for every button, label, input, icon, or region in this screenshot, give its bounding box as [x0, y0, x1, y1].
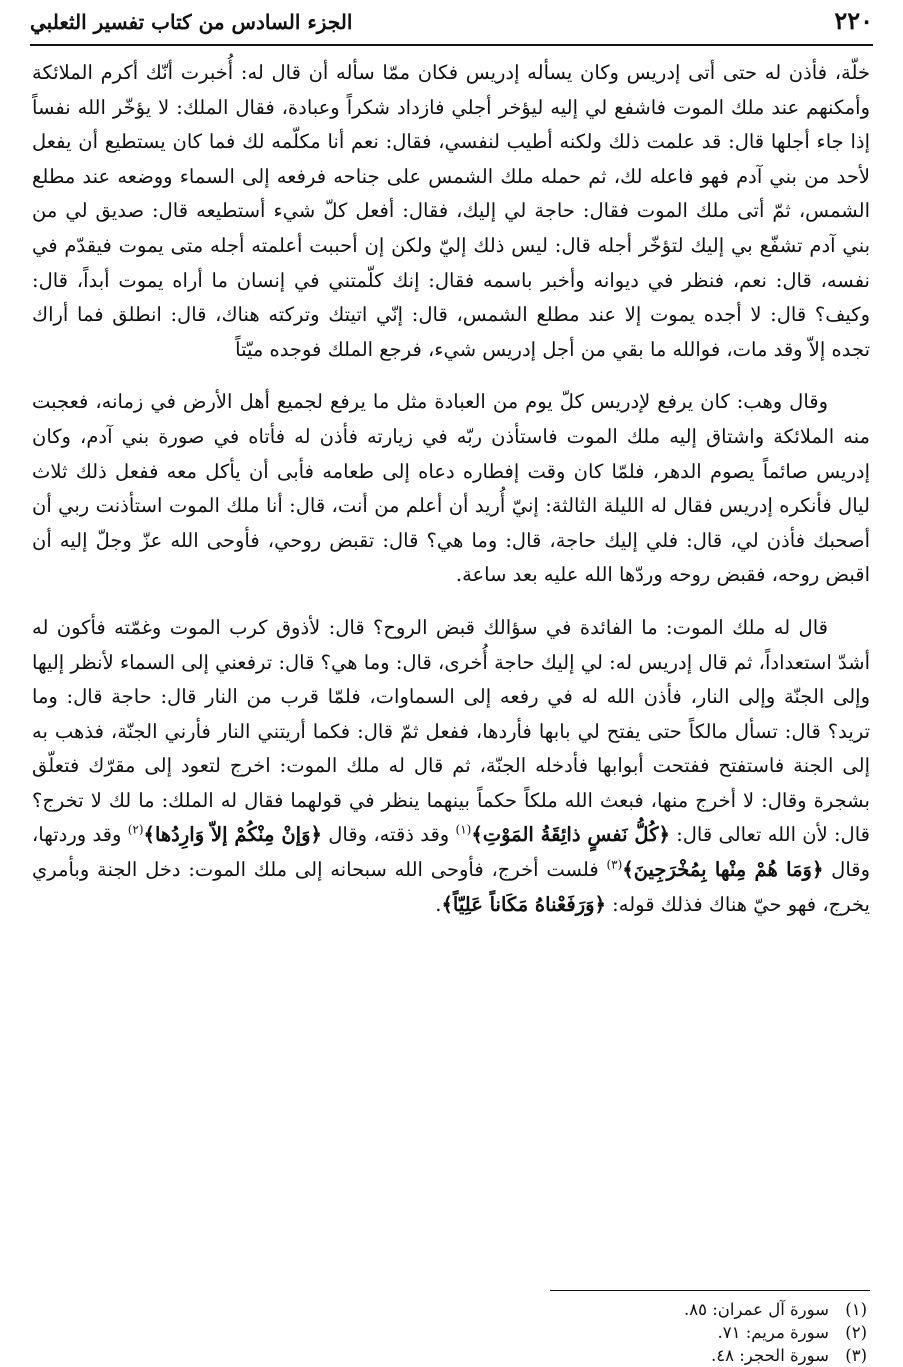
paragraph-3-text-d: فلست أخرج، فأوحى الله سبحانه إلى ملك الموت: دخل الجنة وبأمري يخرج، فهو حيّ هناك فذلك قوله:: [32, 858, 870, 916]
footnote-ref-1: (١): [455, 822, 472, 837]
paragraph-3-end: .: [435, 892, 442, 916]
footnote-text: سورة آل عمران: ٨٥.: [683, 1300, 829, 1319]
footnote-2: [347, 1321, 867, 1344]
page-number: ٢٢٠: [834, 6, 873, 35]
main-text: [32, 56, 870, 940]
running-title: الجزء السادس من كتاب تفسير الثعلبي: [30, 10, 353, 34]
quran-verse-3: ﴿وَمَا هُمْ مِنْها بِمُخْرَجِينَ﴾: [622, 858, 824, 882]
paragraph-3-text-c: وقد وردتها، وقال: [32, 823, 871, 882]
footnote-number: (٣): [845, 1346, 867, 1365]
footnote-ref-2: (٢): [127, 822, 144, 837]
footnote-1: [347, 1298, 867, 1321]
quran-verse-1: ﴿كُلُّ نَفسٍ ذائِقَةُ المَوْتِ﴾: [471, 823, 670, 847]
footnote-number: (١): [845, 1300, 867, 1319]
paragraph-1: خلّة، فأذن له حتى أتى إدريس وكان يسأله إدريس فكان ممّا سأله أن قال له: أُخبرت أنّك أكرم الملائكة وأمكنهم عند ملك الموت فاشفع لي إليه ليؤخر أجلي فازداد شكراً وعبادة، فقال الملك: لا يؤخّر الله نفساً إذا جاء أجلها قال: قد علمت ذلك ولكنه أطيب لنفسي، فقال: نعم أنا مكلّمه لك فما كان يستطيع أن يفعل لأحد من بني آدم فهو فاعله لك، ثم حمله ملك الشمس على جناحه فرفعه إلى السماء ووضعه عند مطلع الشمس، ثمّ أتى ملك الموت فقال: حاجة لي إليك، فقال: أفعل كلّ شيء أستطيعه قال: صديق لي من بني آدم تشفّع بي إليك لتؤخّر أجله قال: ليس ذلك إليّ ولكن إن أحببت أعلمته أجله متى يموت فيقدّم في نفسه، قال: نعم، فنظر في ديوانه وأخبر باسمه فقال: إنك كلّمتني في إنسان ما أراه يموت أبداً، قال: وكيف؟ قال: لا أجده يموت إلا عند مطلع الشمس، قال: إنّي اتيتك وتركته هناك، قال: انطلق فما أراك تجده إلاّ وقد مات، فوالله ما بقي من أجل إدريس شيء، فرجع الملك فوجده ميّتاً: [32, 61, 870, 361]
footnote-ref-3: (٣): [606, 857, 623, 872]
paragraph-3-text-b: وقد ذقته، وقال: [328, 823, 450, 847]
header-rule: [30, 44, 873, 46]
footnote-rule: [550, 1290, 870, 1291]
footnote-number: (٢): [845, 1323, 867, 1342]
footnote-text: سورة الحجر: ٤٨.: [710, 1346, 829, 1365]
quran-verse-4: ﴿وَرَفَعْناهُ مَكَاناً عَلِيّاً﴾: [441, 892, 606, 916]
paragraph-3: [32, 611, 870, 922]
quran-verse-2: ﴿وَإنْ مِنْكُمْ إلاّ وَارِدُها﴾: [143, 823, 322, 847]
footnote-3: [347, 1344, 867, 1367]
paragraph-3-text-a: قال له ملك الموت: ما الفائدة في سؤالك قبض الروح؟ قال: لأذوق كرب الموت وغمّته فأكون له أشدّ استعداداً، ثم قال إدريس له: لي إليك حاجة أُخرى، قال: وما هي؟ قال: ترفعني إلى السماء لأنظر إليها وإلى الجنّة وإلى النار، فأذن الله له في رفعه إلى السماوات، فلمّا قرب من النار قال: حاجة قال: وما تريد؟ قال: تسأل مالكاً حتى يفتح لي بابها فأردها، ففعل ثمّ قال: فكما أريتني النار فأرني الجنّة، فذهب به إلى الجنة فاستفتح ففتحت أبوابها فأدخله الجنّة، ثم قال له ملك الموت: اخرج لتعود إلى مقرّك فتعلّق بشجرة وقال: لا أخرج منها، فبعث الله ملكاً حكماً بينهما ينظر في قولهما فقال له الملك: ما لك لا تخرج؟ قال: لأن الله تعالى قال:: [32, 615, 871, 847]
page-header: [30, 6, 873, 40]
paragraph-2: وقال وهب: كان يرفع لإدريس كلّ يوم من العبادة مثل ما يرفع لجميع أهل الأرض في زمانه، فعجبت منه الملائكة واشتاق إليه ملك الموت فاستأذن ربّه في زيارته فأذن له فأتاه في صورة بني آدم، وكان إدريس صائماً يصوم الدهر، فلمّا كان وقت إفطاره دعاه إلى طعامه فأبى أن يأكل معه ففعل ذلك ثلاث ليال فأنكره إدريس فقال له الليلة الثالثة: إنيّ أُريد أن أعلم من أنت، قال: أنا ملك الموت استأذنت ربي أن أصحبك فأذن لي، قال: فلي إليك حاجة، قال: وما هي؟ قال: تقبض روحي، فأوحى الله عزّ وجلّ إليه أن اقبض روحه، فقبض روحه وردّها الله عليه بعد ساعة.: [32, 390, 870, 587]
footnote-text: سورة مريم: ٧١.: [717, 1323, 829, 1342]
footnotes: [347, 1298, 867, 1367]
